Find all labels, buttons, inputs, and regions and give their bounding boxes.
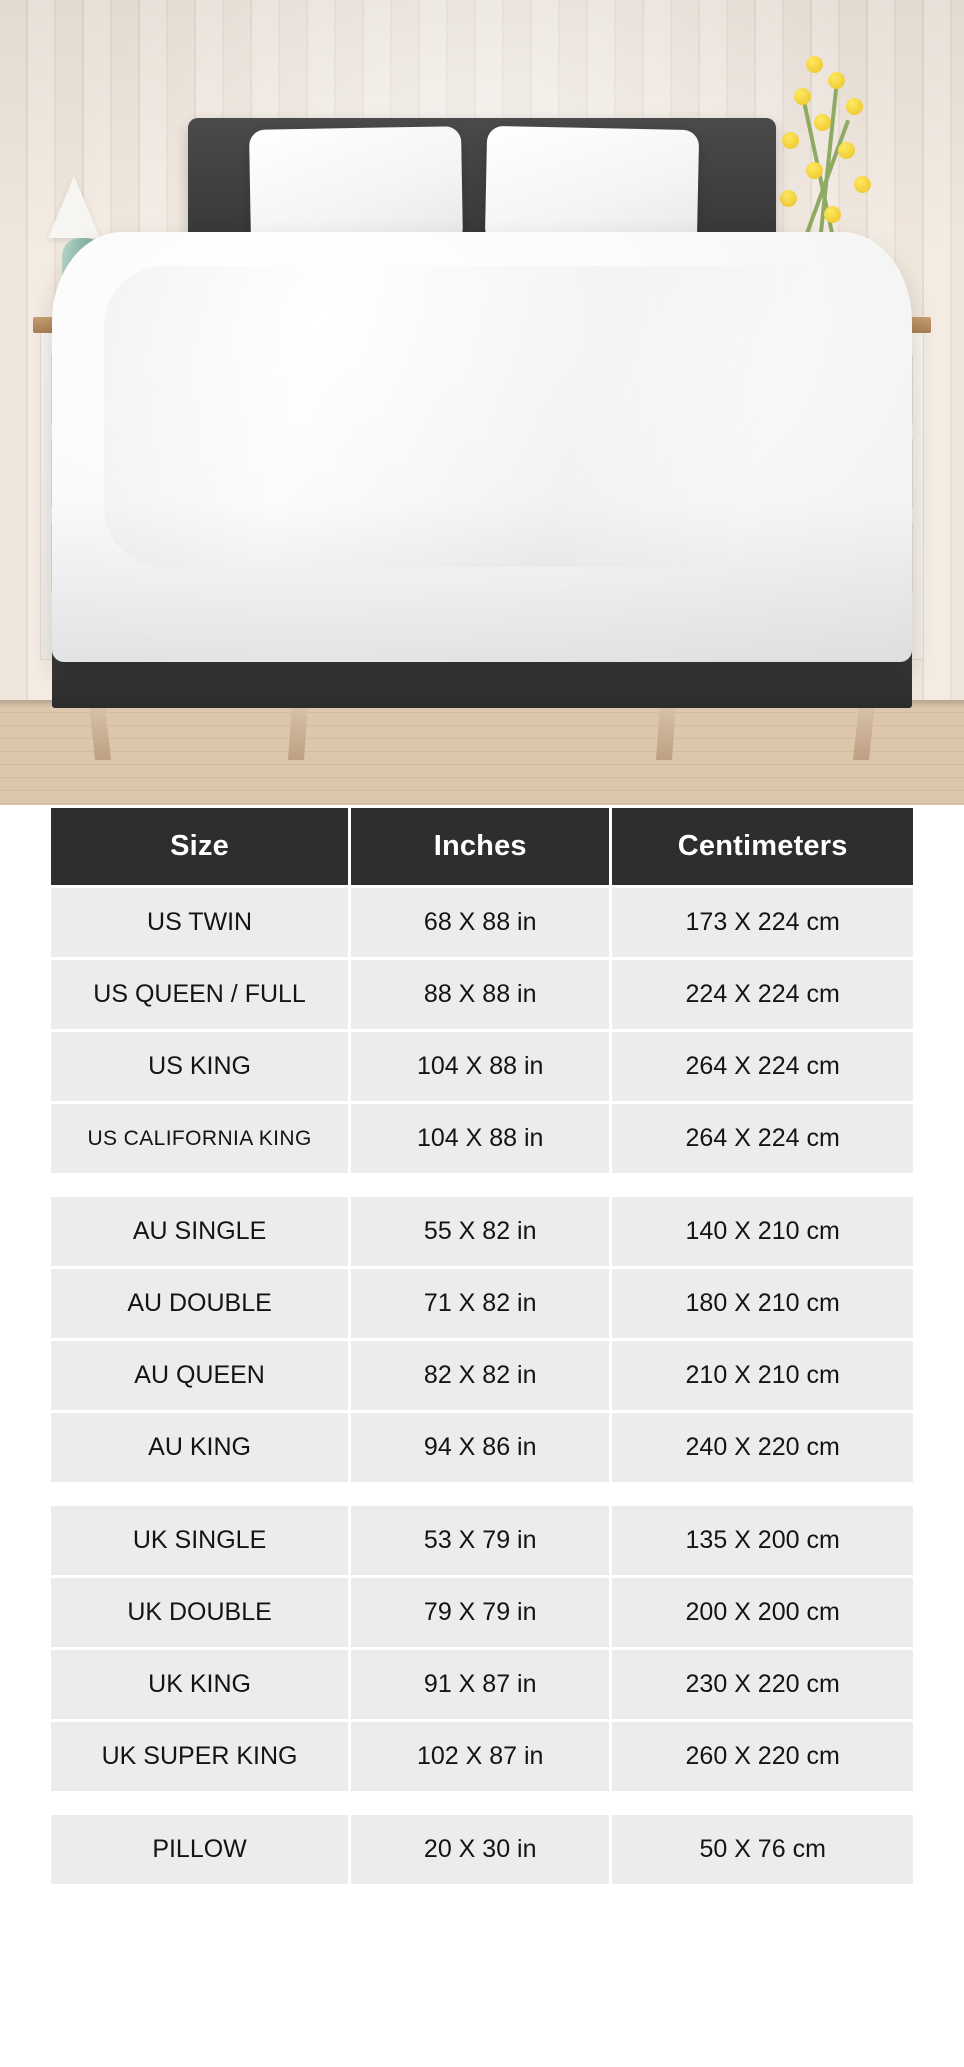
cell-size: PILLOW bbox=[51, 1815, 348, 1884]
cell-centimeters: 50 X 76 cm bbox=[612, 1815, 913, 1884]
cell-centimeters: 240 X 220 cm bbox=[612, 1413, 913, 1482]
cell-size: US TWIN bbox=[51, 888, 348, 957]
cell-size: UK SUPER KING bbox=[51, 1722, 348, 1791]
table-row bbox=[51, 1269, 913, 1338]
table-header bbox=[51, 808, 913, 885]
cell-inches: 94 X 86 in bbox=[351, 1413, 609, 1482]
cell-inches: 79 X 79 in bbox=[351, 1578, 609, 1647]
pillow-left bbox=[249, 126, 463, 248]
cell-centimeters: 135 X 200 cm bbox=[612, 1506, 913, 1575]
cell-size: US CALIFORNIA KING bbox=[51, 1104, 348, 1173]
group-spacer-cell bbox=[51, 1794, 913, 1812]
cell-size: US QUEEN / FULL bbox=[51, 960, 348, 1029]
table-row bbox=[51, 1341, 913, 1410]
cell-inches: 104 X 88 in bbox=[351, 1032, 609, 1101]
cell-size: UK SINGLE bbox=[51, 1506, 348, 1575]
table-row bbox=[51, 1815, 913, 1884]
size-table-wrapper bbox=[0, 805, 964, 1913]
cell-centimeters: 264 X 224 cm bbox=[612, 1032, 913, 1101]
column-header-size: Size bbox=[51, 808, 348, 885]
cell-inches: 20 X 30 in bbox=[351, 1815, 609, 1884]
cell-centimeters: 260 X 220 cm bbox=[612, 1722, 913, 1791]
cell-size: US KING bbox=[51, 1032, 348, 1101]
cell-centimeters: 180 X 210 cm bbox=[612, 1269, 913, 1338]
size-table bbox=[48, 805, 916, 1887]
cell-centimeters: 140 X 210 cm bbox=[612, 1197, 913, 1266]
pillow-right bbox=[485, 126, 699, 248]
group-spacer bbox=[51, 1176, 913, 1194]
cell-inches: 104 X 88 in bbox=[351, 1104, 609, 1173]
blossom-icon bbox=[824, 206, 841, 223]
cell-size: UK DOUBLE bbox=[51, 1578, 348, 1647]
table-row bbox=[51, 1413, 913, 1482]
group-spacer-cell bbox=[51, 1176, 913, 1194]
table-row bbox=[51, 1032, 913, 1101]
cell-centimeters: 173 X 224 cm bbox=[612, 888, 913, 957]
cell-centimeters: 200 X 200 cm bbox=[612, 1578, 913, 1647]
blossom-icon bbox=[782, 132, 799, 149]
column-header-centimeters: Centimeters bbox=[612, 808, 913, 885]
cell-inches: 53 X 79 in bbox=[351, 1506, 609, 1575]
column-header-inches: Inches bbox=[351, 808, 609, 885]
table-row bbox=[51, 1578, 913, 1647]
duvet-cover bbox=[52, 232, 912, 662]
cell-centimeters: 264 X 224 cm bbox=[612, 1104, 913, 1173]
blossom-icon bbox=[846, 98, 863, 115]
cell-size: UK KING bbox=[51, 1650, 348, 1719]
cell-centimeters: 210 X 210 cm bbox=[612, 1341, 913, 1410]
bedroom-photo bbox=[0, 0, 964, 805]
blossom-icon bbox=[794, 88, 811, 105]
blossom-icon bbox=[814, 114, 831, 131]
cell-size: AU DOUBLE bbox=[51, 1269, 348, 1338]
cell-inches: 55 X 82 in bbox=[351, 1197, 609, 1266]
table-row bbox=[51, 1104, 913, 1173]
wood-floor bbox=[0, 700, 964, 805]
table-row bbox=[51, 1506, 913, 1575]
table-body bbox=[51, 888, 913, 1884]
cell-inches: 71 X 82 in bbox=[351, 1269, 609, 1338]
cell-inches: 88 X 88 in bbox=[351, 960, 609, 1029]
blossom-icon bbox=[854, 176, 871, 193]
table-lamp-shade bbox=[48, 176, 100, 238]
blossom-icon bbox=[806, 56, 823, 73]
table-row bbox=[51, 1197, 913, 1266]
cell-inches: 102 X 87 in bbox=[351, 1722, 609, 1791]
cell-size: AU SINGLE bbox=[51, 1197, 348, 1266]
cell-centimeters: 230 X 220 cm bbox=[612, 1650, 913, 1719]
cell-inches: 68 X 88 in bbox=[351, 888, 609, 957]
table-header-row bbox=[51, 808, 913, 885]
cell-size: AU KING bbox=[51, 1413, 348, 1482]
blossom-icon bbox=[838, 142, 855, 159]
cell-centimeters: 224 X 224 cm bbox=[612, 960, 913, 1029]
table-row bbox=[51, 1722, 913, 1791]
group-spacer-cell bbox=[51, 1485, 913, 1503]
blossom-icon bbox=[828, 72, 845, 89]
group-spacer bbox=[51, 1794, 913, 1812]
cell-inches: 91 X 87 in bbox=[351, 1650, 609, 1719]
table-row bbox=[51, 1650, 913, 1719]
group-spacer bbox=[51, 1485, 913, 1503]
blossom-icon bbox=[780, 190, 797, 207]
cell-inches: 82 X 82 in bbox=[351, 1341, 609, 1410]
cell-size: AU QUEEN bbox=[51, 1341, 348, 1410]
table-row bbox=[51, 960, 913, 1029]
table-row bbox=[51, 888, 913, 957]
blossom-icon bbox=[806, 162, 823, 179]
